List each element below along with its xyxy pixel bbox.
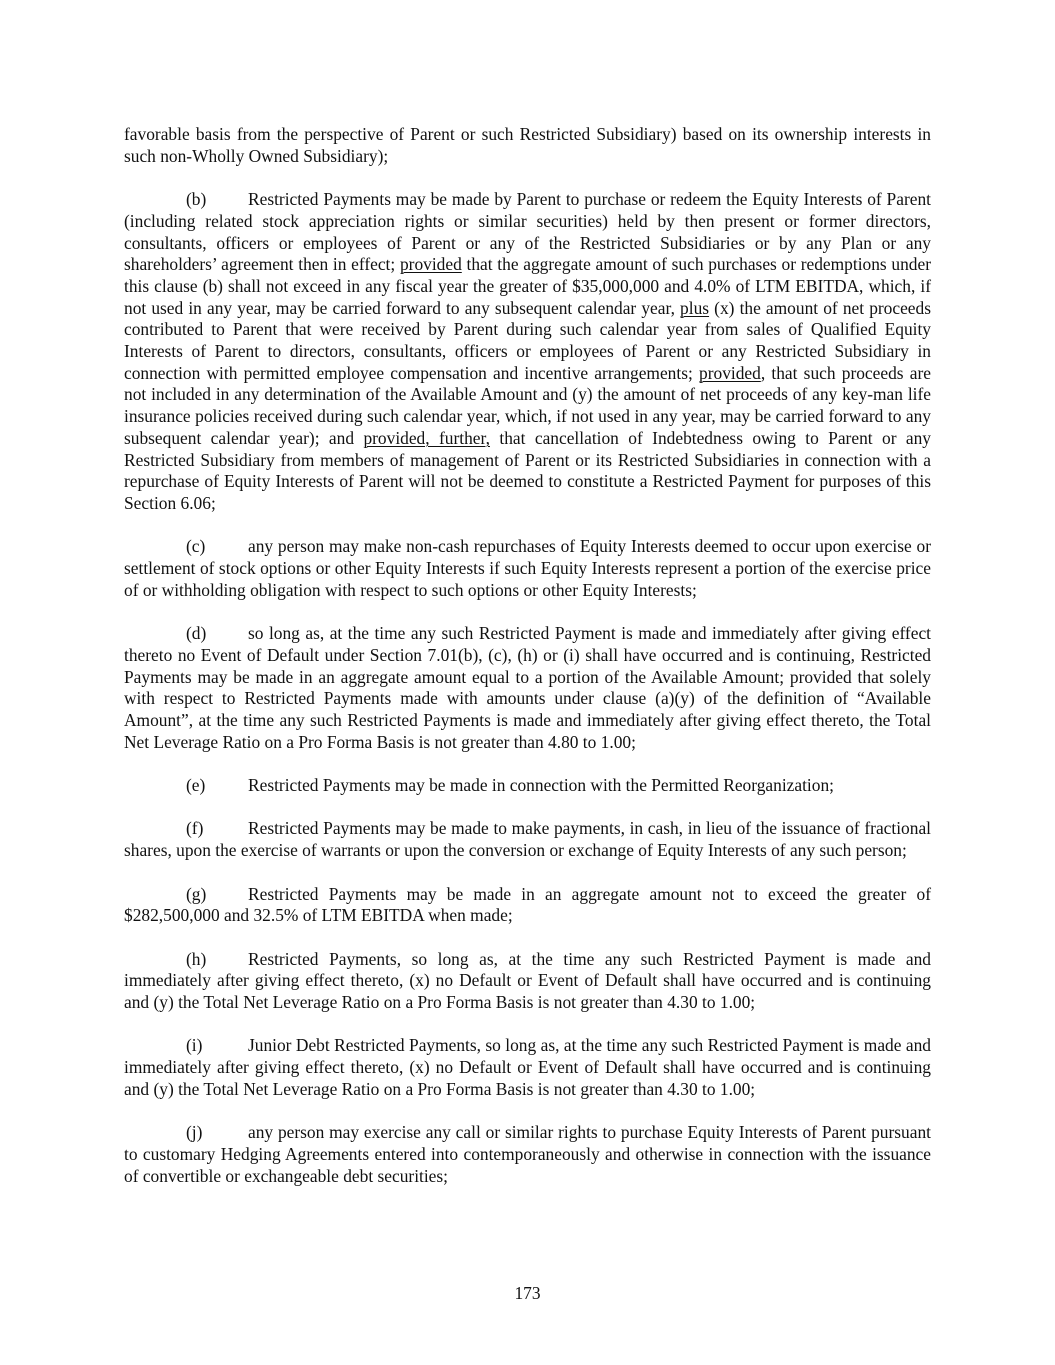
page-number: 173 bbox=[514, 1283, 541, 1303]
clause-number: (c) bbox=[186, 536, 206, 557]
clause-text: Junior Debt Restricted Payments, so long as, at the time any such Restricted Payment is made and immediately after giving effect thereto, (x) no Default or Event of Default shall have occurred and is continuing and (y) the Total Net Leverage Ratio on a Pro Forma Basis is not greater than 4.30 to 1.00; bbox=[124, 1035, 931, 1099]
clause-text: any person may make non-cash repurchases of Equity Interests deemed to occur upon exercise or settlement of stock options or other Equity Interests if such Equity Interests represent a portion of the exercise price of or withholding obligation with respect to such options or other Equity Interests; bbox=[124, 536, 931, 600]
clause-text: Restricted Payments may be made by Parent to purchase or redeem the Equity Interests of Parent (including related stock appreciation rights or similar securities) held by then present or former directors, consultants, officers or employees of Parent or any of the Restricted Subsidiaries or by any Plan or any shareholders’ agreement then in effect; bbox=[124, 189, 931, 275]
clause-text: that cancellation of Indebtedness owing to Parent or any Restricted Subsidiary from members of management of Parent or its Restricted Subsidiaries in connection with a repurchase of Equity Interests of Parent will not be deemed to constitute a Restricted Payment for purposes of this Section 6.06; bbox=[124, 427, 931, 513]
clause-number: (h) bbox=[186, 948, 207, 969]
clause-text: , that such proceeds are not included in any determination of the Available Amount and (y) the amount of net proceeds of any key-man life insurance policies received during such calendar year, which, if not used in any year, may be carried forward to any subsequent calendar year); and bbox=[124, 362, 931, 448]
clause-number: (e) bbox=[186, 775, 206, 796]
clause-text: (x) the amount of net proceeds contributed to Parent that were received by Parent during such calendar year from sales of Qualified Equity Interests of Parent to directors, consultants, officers or employees of Parent or any Restricted Subsidiary in connection with permitted employee compensation and incentive arrangements; bbox=[124, 297, 931, 383]
clause-c bbox=[124, 536, 931, 601]
clause-h bbox=[124, 949, 931, 1014]
clause-number: (b) bbox=[186, 189, 207, 210]
clause-number: (j) bbox=[186, 1122, 203, 1143]
underlined-term: plus bbox=[680, 297, 710, 318]
clause-text: Restricted Payments, so long as, at the time any such Restricted Payment is made and immediately after giving effect thereto, (x) no Default or Event of Default shall have occurred and is continuing and (y) the Total Net Leverage Ratio on a Pro Forma Basis is not greater than 4.30 to 1.00; bbox=[124, 948, 931, 1013]
clause-e bbox=[124, 775, 931, 797]
underlined-term: provided, further, bbox=[363, 427, 490, 448]
underlined-term: provided bbox=[399, 254, 462, 275]
clause-i bbox=[124, 1035, 931, 1100]
clause-text: that the aggregate amount of such purchases or redemptions under this clause (b) shall not exceed in any fiscal year the greater of $35,000,000 and 4.0% of LTM EBITDA, which, if not used in any year, may be carried forward to any subsequent calendar year, bbox=[124, 254, 931, 318]
clause-j bbox=[124, 1122, 931, 1187]
clause-text: any person may exercise any call or similar rights to purchase Equity Interests of Parent pursuant to customary Hedging Agreements entered into contemporaneously and otherwise in connection with the issuance of convertible or exchangeable debt securities; bbox=[124, 1122, 931, 1186]
underlined-term: provided bbox=[699, 362, 761, 383]
clause-text: Restricted Payments may be made to make payments, in cash, in lieu of the issuance of fractional shares, upon the exercise of warrants or upon the conversion or exchange of Equity Interests of any such person; bbox=[124, 818, 931, 861]
clause-number: (f) bbox=[186, 818, 204, 839]
clause-text: so long as, at the time any such Restricted Payment is made and immediately after giving effect thereto no Event of Default under Section 7.01(b), (c), (h) or (i) shall have occurred and is continuing, Restricted Payments may be made in an aggregate amount equal to a portion of the Available Amount; provided that solely with respect to Restricted Payments made with amounts under clause (a)(y) of the definition of “Available Amount”, at the time any such Restricted Payments is made and immediately after giving effect thereto, the Total Net Leverage Ratio on a Pro Forma Basis is not greater than 4.80 to 1.00; bbox=[124, 623, 931, 752]
clause-g bbox=[124, 884, 931, 927]
clause-b bbox=[124, 189, 931, 515]
clause-d bbox=[124, 623, 931, 753]
continuation-paragraph: favorable basis from the perspective of Parent or such Restricted Subsidiary) based on its ownership interests in such non-Wholly Owned Subsidiary); bbox=[124, 124, 931, 166]
clause-number: (i) bbox=[186, 1035, 203, 1056]
clause-text: Restricted Payments may be made in connection with the Permitted Reorganization; bbox=[248, 775, 834, 796]
clause-text: Restricted Payments may be made in an aggregate amount not to exceed the greater of $282,500,000 and 32.5% of LTM EBITDA when made; bbox=[124, 883, 931, 926]
clause-number: (d) bbox=[186, 623, 207, 644]
document-page bbox=[124, 124, 931, 1209]
clause-f bbox=[124, 818, 931, 861]
clause-number: (g) bbox=[186, 883, 207, 904]
